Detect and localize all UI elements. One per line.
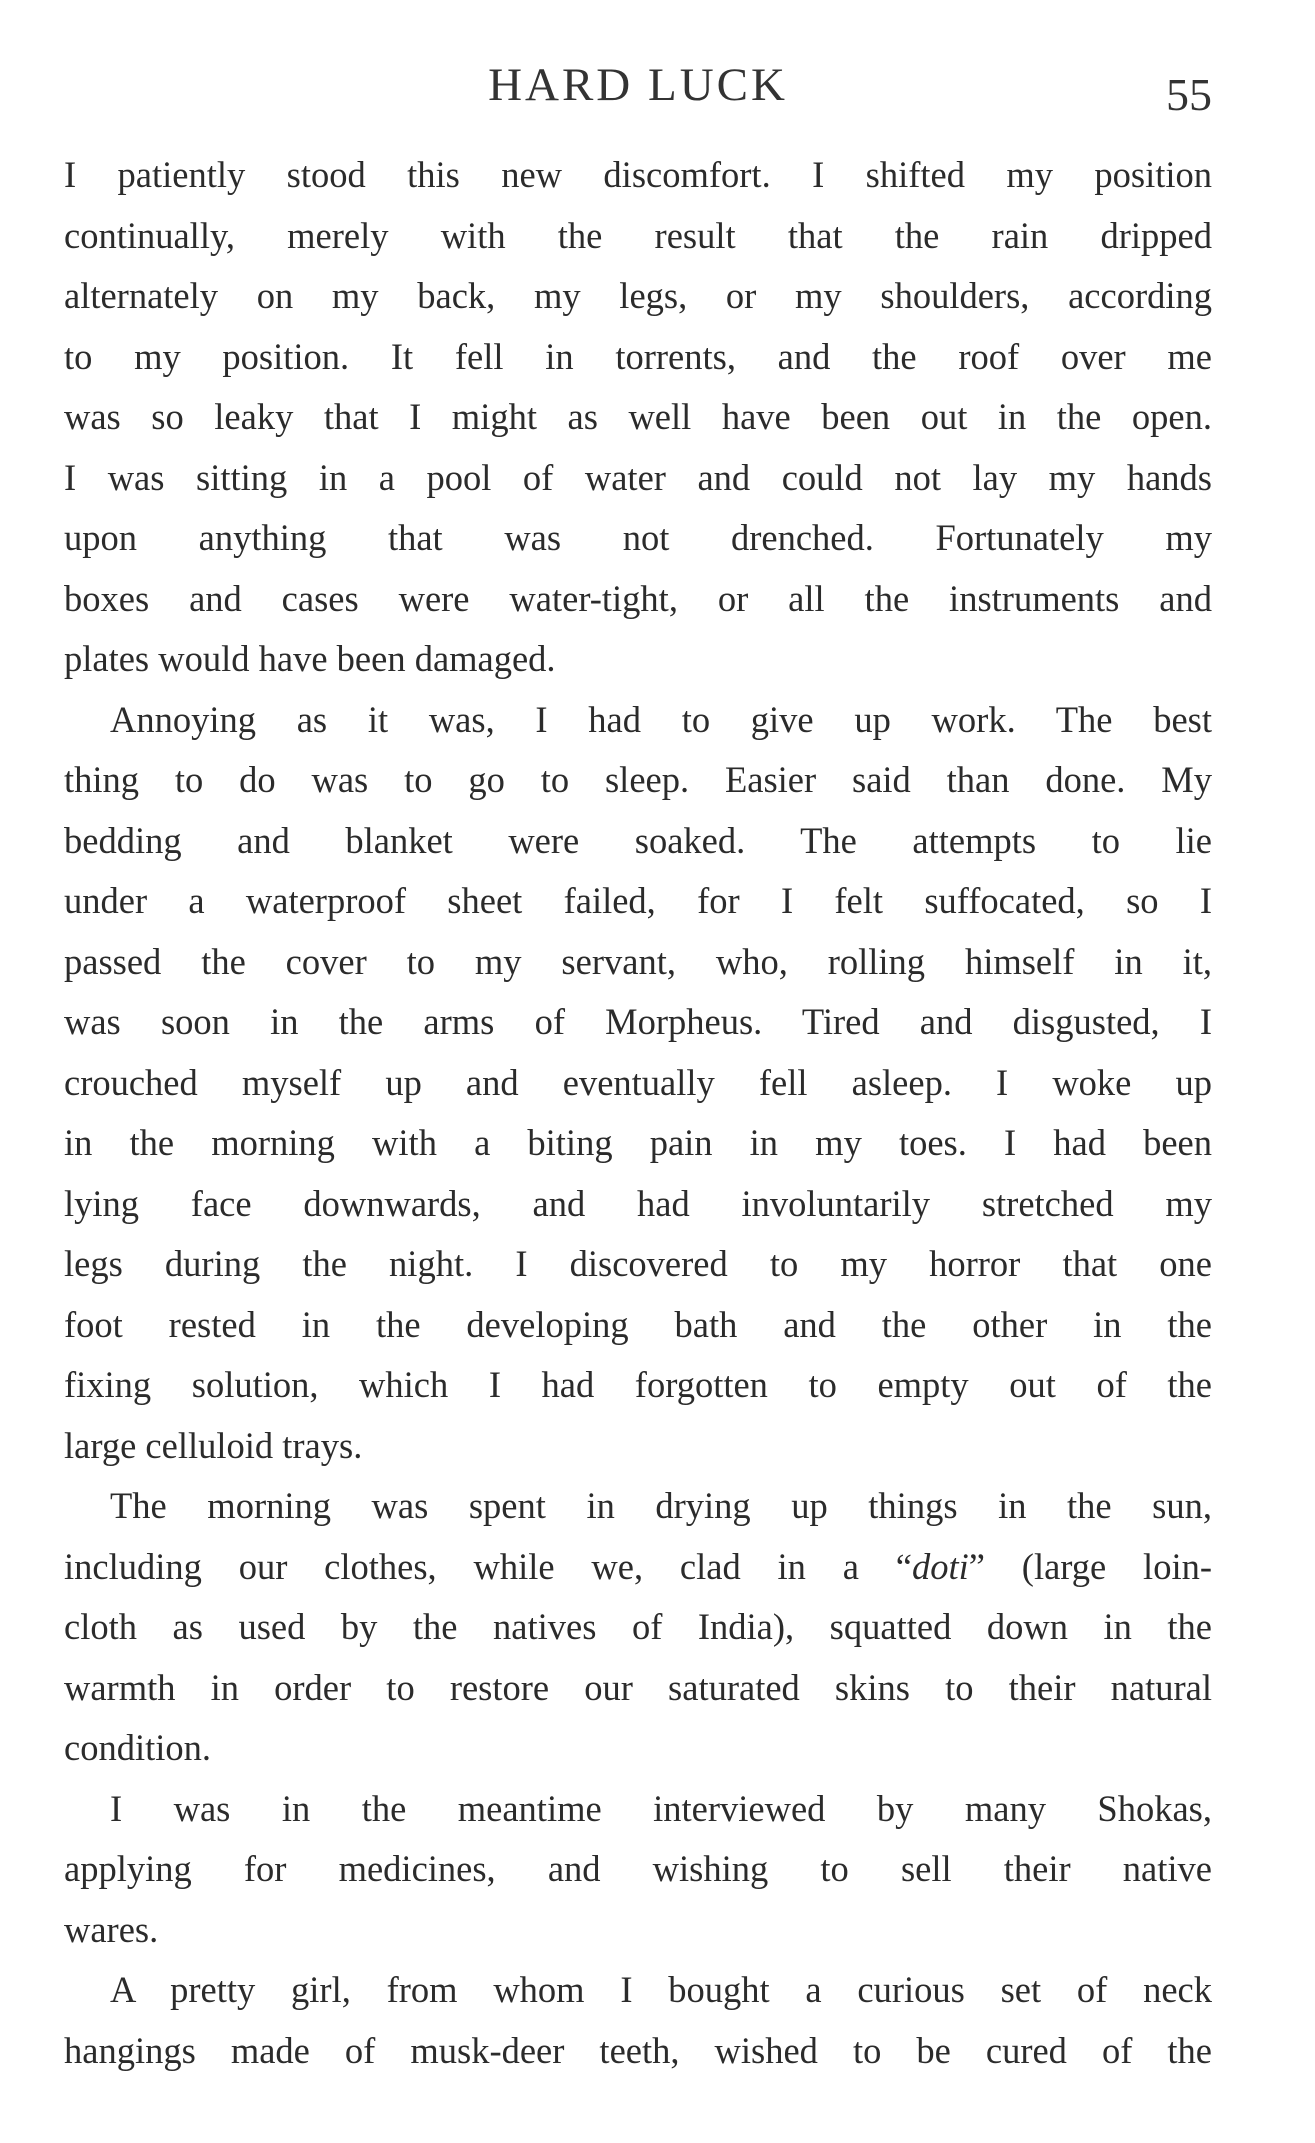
paragraph-1 xyxy=(64,145,1212,690)
text-line: continually, merely with the result that the rain dripped xyxy=(64,214,1212,256)
text-line: condition. xyxy=(64,1727,211,1768)
paragraph-3 xyxy=(64,1476,1212,1779)
text-line: upon anything that was not drenched. Fortunately my xyxy=(64,517,1212,558)
paragraph-4 xyxy=(64,1779,1212,1961)
running-title: HARD LUCK xyxy=(488,59,788,111)
text-line xyxy=(64,1537,1212,1598)
text-line: I patiently stood this new discomfort. I shifted my position xyxy=(64,154,1212,195)
text-line: Annoying as it was, I had to give up work. The best xyxy=(110,698,1212,740)
page-number: 55 xyxy=(1166,69,1212,120)
text-line: was soon in the arms of Morpheus. Tired and disgusted, I xyxy=(64,1001,1212,1042)
paragraph-2 xyxy=(64,690,1212,1477)
text-line: I was sitting in a pool of water and could not lay my hands xyxy=(64,456,1212,498)
text-line: thing to do was to go to sleep. Easier said than done. My xyxy=(64,759,1212,800)
text-line: boxes and cases were water-tight, or all the instruments and xyxy=(64,577,1212,619)
text-line: was so leaky that I might as well have been out in the open. xyxy=(64,396,1212,437)
text-line: wares. xyxy=(64,1908,159,1950)
text-line: bedding and blanket were soaked. The attempts to lie xyxy=(64,819,1212,861)
text-line: passed the cover to my servant, who, rolling himself in it, xyxy=(64,940,1212,982)
text-line: to my position. It fell in torrents, and the roof over me xyxy=(64,335,1212,377)
text-line: large celluloid trays. xyxy=(64,1424,363,1466)
text-line: cloth as used by the natives of India), squatted down in the xyxy=(64,1606,1212,1647)
body-text xyxy=(64,145,1212,2081)
text-line: A pretty girl, from whom I bought a curious set of neck xyxy=(110,1969,1212,2010)
text-segment: ” (large loin- xyxy=(968,1545,1212,1587)
text-line: crouched myself up and eventually fell asleep. I woke up xyxy=(64,1061,1212,1103)
text-line: fixing solution, which I had forgotten to empty out of the xyxy=(64,1364,1212,1405)
text-line: applying for medicines, and wishing to sell their native xyxy=(64,1848,1212,1889)
paragraph-5 xyxy=(64,1960,1212,2081)
text-line: hangings made of musk-deer teeth, wished to be cured of the xyxy=(64,2029,1212,2071)
running-head xyxy=(64,55,1212,120)
italic-term-doti: doti xyxy=(911,1545,969,1587)
text-line: legs during the night. I discovered to my horror that one xyxy=(64,1243,1212,1284)
text-segment: including our clothes, while we, clad in a “ xyxy=(64,1545,912,1587)
text-line: plates would have been damaged. xyxy=(64,638,556,679)
text-line: under a waterproof sheet failed, for I felt suffocated, so I xyxy=(64,880,1212,921)
text-line: The morning was spent in drying up things in the sun, xyxy=(110,1485,1212,1526)
text-line: foot rested in the developing bath and the other in the xyxy=(64,1303,1212,1345)
text-line: I was in the meantime interviewed by many Shokas, xyxy=(110,1787,1212,1829)
text-line: lying face downwards, and had involuntarily stretched my xyxy=(64,1182,1212,1224)
text-line: warmth in order to restore our saturated skins to their natural xyxy=(64,1666,1212,1708)
text-line: alternately on my back, my legs, or my shoulders, according xyxy=(64,275,1212,316)
text-line: in the morning with a biting pain in my toes. I had been xyxy=(64,1122,1212,1163)
